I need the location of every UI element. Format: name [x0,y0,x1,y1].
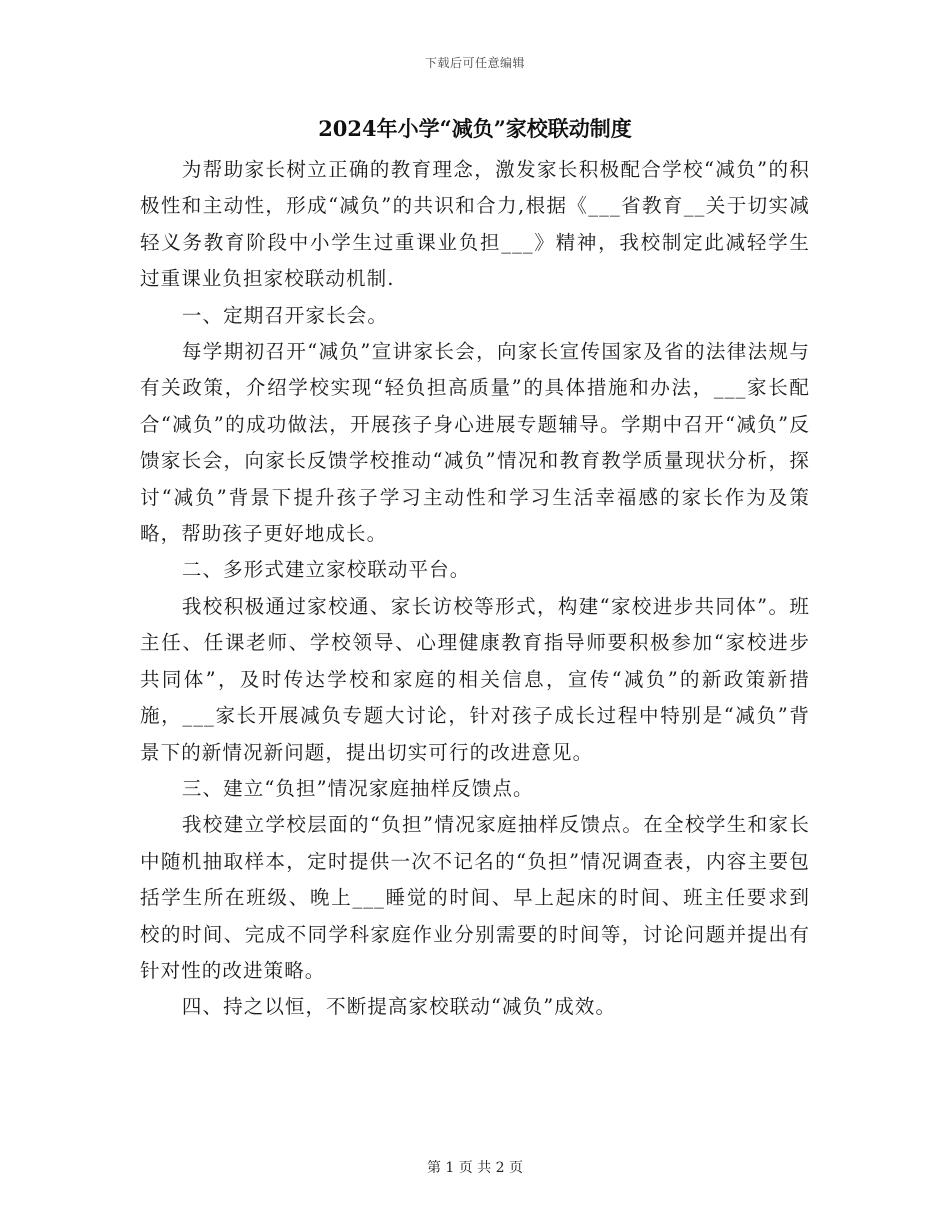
header-note: 下载后可任意编辑 [424,56,525,70]
paragraph-section-3: 我校建立学校层面的“负担”情况家庭抽样反馈点。在全校学生和家长中随机抽取样本，定时提供一次不记名的“负担”情况调查表，内容主要包括学生所在班级、晚上___睡觉的时间、早上起床的时间、班主任要求到校的时间、完成不同学科家庭作业分别需要的时间等，讨论问题并提出有针对性的改进策略。 [140,813,810,982]
section-heading-2: 二、多形式建立家校联动平台。 [181,558,471,582]
page-number-footer: 第 1 页 共 2 页 [426,1160,524,1176]
document-title: 2024年小学“减负”家校联动制度 [318,116,632,141]
section-heading-3: 三、建立“负担”情况家庭抽样反馈点。 [181,776,534,800]
section-heading-4: 四、持之以恒，不断提高家校联动“减负”成效。 [181,995,617,1019]
section-heading-1: 一、定期召开家长会。 [181,303,388,327]
paragraph-section-1: 每学期初召开“减负”宣讲家长会，向家长宣传国家及省的法律法规与有关政策，介绍学校实现“轻负担高质量”的具体措施和办法，___家长配合“减负”的成功做法，开展孩子身心进展专题辅导。学期中召开“减负”反馈家长会，向家长反馈学校推动“减负”情况和教育教学质量现状分析，探讨“减负”背景下提升孩子学习主动性和学习生活幸福感的家长作为及策略，帮助孩子更好地成长。 [140,340,810,546]
paragraph-section-2: 我校积极通过家校通、家长访校等形式，构建“家校进步共同体”。班主任、任课老师、学校领导、心理健康教育指导师要积极参加“家校进步共同体”，及时传达学校和家庭的相关信息，宣传“减负”的新政策新措施，___家长开展减负专题大讨论，针对孩子成长过程中特别是“减负”背景下的新情况新问题，提出切实可行的改进意见。 [140,594,810,764]
paragraph-intro: 为帮助家长树立正确的教育理念，激发家长积极配合学校“减负”的积极性和主动性，形成“减负”的共识和合力,根据《___省教育__关于切实减轻义务教育阶段中小学生过重课业负担___》精神，我校制定此减轻学生过重课业负担家校联动机制. [140,158,810,291]
document-body [140,152,810,1026]
